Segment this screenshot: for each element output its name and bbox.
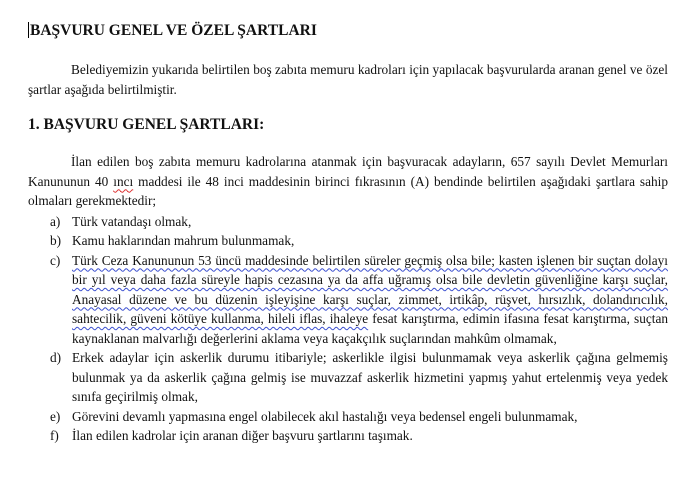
text-cursor — [28, 22, 29, 38]
list-item-text: Türk vatandaşı olmak, — [72, 213, 192, 229]
grammar-flagged-text[interactable]: Türk Ceza Kanununun 53 üncü maddesinde belirtilen süreler geçmiş olsa bile; kasten işlenen bir suçtan dolayı bir yıl veya daha fazla süreyle hapis cezasına ya da affa uğramış olsa bile devletin güvenliğine karşı suçlar, Anayasal düzene ve bu düzenin işleyişine karşı suçlar, zimmet, irtikâp, rüşvet, hırsızlık, dolandırıcılık, sahtecilik, güveni kötüye kullanma, hileli iflas, ihaleye — [72, 252, 668, 326]
list-item — [28, 407, 668, 427]
document-title — [28, 22, 668, 40]
list-marker: f) — [50, 428, 59, 443]
section-1-title: 1. BAŞVURU GENEL ŞARTLARI: — [28, 116, 265, 133]
section-1-paragraph-part-a: İlan edilen boş zabıta memuru kadrolarına atanmak için başvuracak adayların, 657 sayılı Devlet Memurları Kanununun 40 — [28, 154, 668, 189]
list-item-text: Görevini devamlı yapmasına engel olabilecek akıl hastalığı veya bedensel engeli bulunmamak, — [72, 408, 578, 424]
spellcheck-word[interactable]: ıncı — [113, 173, 134, 189]
list-item — [28, 251, 668, 349]
list-marker: b) — [50, 233, 62, 248]
list-marker: a) — [50, 213, 61, 229]
list-item-text — [72, 251, 668, 349]
document-title-text: BAŞVURU GENEL VE ÖZEL ŞARTLARI — [30, 22, 317, 39]
list-item — [28, 426, 668, 446]
list-item — [28, 212, 668, 232]
list-item — [28, 231, 668, 251]
list-marker: d) — [50, 350, 62, 365]
list-item-text-rest: fesat karıştırma, edimin ifasına fesat karıştırma, suçtan kaynaklanan malvarlığı değerlerini aklama veya kaçakçılık suçlarından mahkûm olmamak, — [72, 311, 669, 346]
list-marker: c) — [50, 252, 61, 268]
requirements-list — [28, 212, 668, 446]
section-1-paragraph — [28, 152, 668, 211]
intro-paragraph: Belediyemizin yukarıda belirtilen boş zabıta memuru kadroları için yapılacak başvurularda aranan genel ve özel şartlar aşağıda belirtilmiştir. — [28, 62, 668, 97]
list-item-text: Erkek adaylar için askerlik durumu itibariyle; askerlikle ilgisi bulunmamak veya askerlik çağına gelmemiş bulunmak ya da askerlik çağına gelmiş ise muvazzaf askerlik hizmetini yapmış yahut ertelenmiş veya yedek sınıfa geçirilmiş olmak, — [72, 350, 668, 404]
list-item — [28, 348, 668, 407]
section-1-paragraph-part-b: maddesi ile 48 inci maddesinin birinci fıkrasının (A) bendinde belirtilen aşağıdaki şartlara sahip olmaları gerekmektedir; — [28, 173, 668, 208]
list-item-text: İlan edilen kadrolar için aranan diğer başvuru şartlarını taşımak. — [72, 428, 413, 443]
list-marker: e) — [50, 408, 61, 424]
list-item-text: Kamu haklarından mahrum bulunmamak, — [72, 233, 295, 248]
